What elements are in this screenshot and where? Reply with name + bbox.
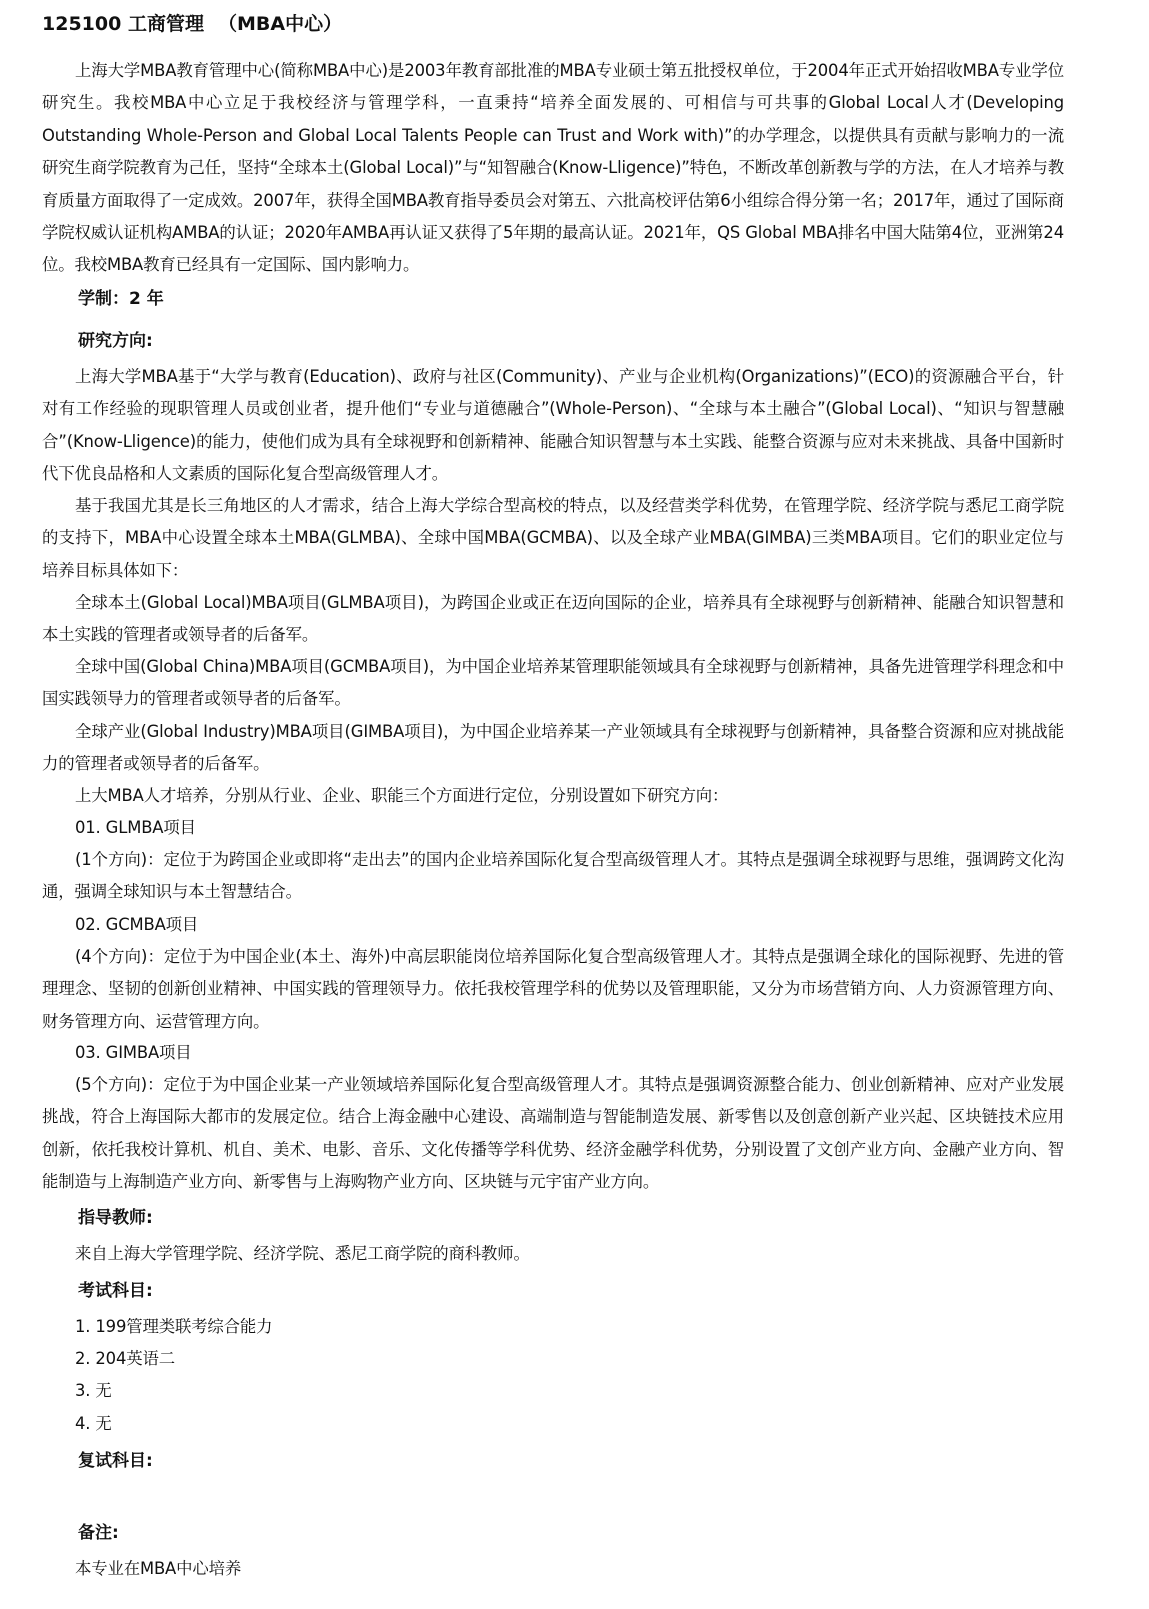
- direction-1-title: 01. GLMBA项目: [75, 818, 196, 837]
- exam-heading: 考试科目:: [78, 1281, 153, 1301]
- exam-item-2: 2. 204英语二: [75, 1349, 175, 1368]
- notes-text: 本专业在MBA中心培养: [75, 1559, 242, 1578]
- program-name: 工商管理: [127, 13, 204, 35]
- direction-3-text: (5个方向)：定位于为中国企业某一产业领域培养国际化复合型高级管理人才。其特点是强调资源整合能力、创业创新精神、应对产业发展挑战，符合上海国际大都市的发展定位。结合上海金融中心建设、高端制造与智能制造发展、新零售以及创意创新产业兴起、区块链技术应用创新，依托我校计算机、机自、美术、电影、音乐、文化传播等学科优势、经济金融学科优势，分别设置了文创产业方向、金融产业方向、智能制造与上海制造产业方向、新零售与上海购物产业方向、区块链与元宇宙产业方向。: [42, 1075, 1064, 1192]
- advisors-text: 来自上海大学管理学院、经济学院、悉尼工商学院的商科教师。: [75, 1244, 530, 1263]
- research-paragraph-1: 上海大学MBA基于“大学与教育(Education)、政府与社区(Community)、产业与企业机构(Organizations)”(ECO)的资源融合平台，针对有工作经验的现职管理人员或创业者，提升他们“专业与道德融合”(Whole-Person)、“全球与本土融合”(Global Local)、“知识与智慧融合”(Know-Lligence)的能力，使他们成为具有全球视野和创新精神、能融合知识智慧与本土实践、能整合资源与应对未来挑战、具备中国新时代下优良品格和人文素质的国际化复合型高级管理人才。: [42, 367, 1064, 484]
- research-paragraph-gcmba: 全球中国(Global China)MBA项目(GCMBA项目)，为中国企业培养某管理职能领域具有全球视野与创新精神，具备先进管理学科理念和中国实践领导力的管理者或领导者的后备军。: [42, 657, 1064, 709]
- direction-2-text: (4个方向)：定位于为中国企业(本土、海外)中高层职能岗位培养国际化复合型高级管理人才。其特点是强调全球化的国际视野、先进的管理理念、坚韧的创新创业精神、中国实践的管理领导力。依托我校管理学科的优势以及管理职能，又分为市场营销方向、人力资源管理方向、财务管理方向、运营管理方向。: [42, 947, 1064, 1031]
- advisors-heading: 指导教师:: [78, 1208, 153, 1228]
- retest-heading: 复试科目:: [78, 1451, 153, 1471]
- research-paragraph-2: 基于我国尤其是长三角地区的人才需求，结合上海大学综合型高校的特点，以及经营类学科优势，在管理学院、经济学院与悉尼工商学院的支持下，MBA中心设置全球本土MBA(GLMBA)、全球中国MBA(GCMBA)、以及全球产业MBA(GIMBA)三类MBA项目。它们的职业定位与培养目标具体如下：: [42, 496, 1064, 580]
- exam-item-3: 3. 无: [75, 1381, 112, 1400]
- research-paragraph-intro-directions: 上大MBA人才培养，分别从行业、企业、职能三个方面进行定位，分别设置如下研究方向：: [75, 786, 729, 805]
- research-heading: 研究方向:: [78, 331, 153, 351]
- research-paragraph-gimba: 全球产业(Global Industry)MBA项目(GIMBA项目)，为中国企业培养某一产业领域具有全球视野与创新精神，具备整合资源和应对挑战能力的管理者或领导者的后备军。: [42, 722, 1064, 774]
- intro-paragraph: 上海大学MBA教育管理中心(简称MBA中心)是2003年教育部批准的MBA专业硕士第五批授权单位，于2004年正式开始招收MBA专业学位研究生。我校MBA中心立足于我校经济与管理学科，一直秉持“培养全面发展的、可相信与可共事的Global Local人才(Developing Outstanding Whole-Person and Global Local Talents People can Trust and Work with)”的办学理念，以提供具有贡献与影响力的一流研究生商学院教育为己任，坚持“全球本土(Global Local)”与“知智融合(Know-Lligence)”特色，不断改革创新教与学的方法，在人才培养与教育质量方面取得了一定成效。2007年，获得全国MBA教育指导委员会对第五、六批高校评估第6小组综合得分第一名；2017年，通过了国际商学院权威认证机构AMBA的认证；2020年AMBA再认证又获得了5年期的最高认证。2021年，QS Global MBA排名中国大陆第4位，亚洲第24位。我校MBA教育已经具有一定国际、国内影响力。: [42, 61, 1064, 275]
- direction-1-text: (1个方向)：定位于为跨国企业或即将“走出去”的国内企业培养国际化复合型高级管理人才。其特点是强调全球视野与思维，强调跨文化沟通，强调全球知识与本土智慧结合。: [42, 850, 1064, 902]
- program-dept: （MBA中心）: [217, 13, 343, 35]
- research-paragraph-glmba: 全球本土(Global Local)MBA项目(GLMBA项目)，为跨国企业或正在迈向国际的企业，培养具有全球视野与创新精神、能融合知识智慧和本土实践的管理者或领导者的后备军。: [42, 593, 1064, 645]
- direction-3-title: 03. GIMBA项目: [75, 1043, 192, 1062]
- program-code: 125100: [42, 13, 122, 35]
- page-title: [42, 10, 342, 38]
- notes-heading: 备注:: [78, 1523, 119, 1543]
- duration-heading: 学制：2 年: [78, 289, 164, 309]
- direction-2-title: 02. GCMBA项目: [75, 915, 199, 934]
- exam-item-4: 4. 无: [75, 1414, 112, 1433]
- exam-item-1: 1. 199管理类联考综合能力: [75, 1317, 273, 1336]
